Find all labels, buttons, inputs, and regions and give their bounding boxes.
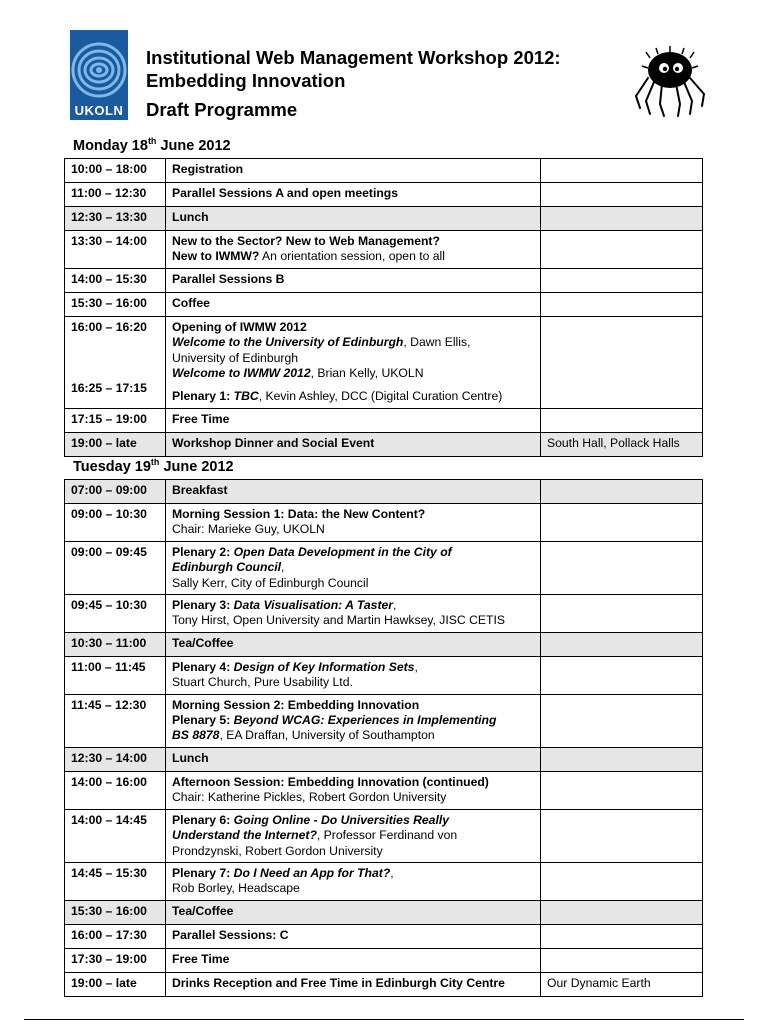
time-cell: 14:45 – 15:30	[65, 862, 166, 900]
table-row	[65, 656, 703, 694]
location-cell	[541, 900, 703, 924]
table-row	[65, 408, 703, 432]
time-cell: 14:00 – 14:45	[65, 809, 166, 862]
session-emph: Understand the Internet?	[172, 828, 317, 843]
location-cell	[541, 207, 703, 231]
table-row	[65, 316, 703, 408]
time-cell: 15:30 – 16:00	[65, 900, 166, 924]
time-cell: 14:00 – 16:00	[65, 771, 166, 809]
session-line	[172, 866, 534, 881]
location-cell	[541, 541, 703, 594]
time-cell: 19:00 – late	[65, 432, 166, 456]
location-cell	[541, 231, 703, 269]
table-row	[65, 862, 703, 900]
location-cell	[541, 862, 703, 900]
time-cell: 07:00 – 09:00	[65, 480, 166, 504]
session-cell: Drinks Reception and Free Time in Edinburgh City Centre	[166, 972, 541, 996]
title-line-1: Institutional Web Management Workshop 2012:	[146, 47, 561, 68]
session-cell	[166, 809, 541, 862]
time-cell: 19:00 – late	[65, 972, 166, 996]
location-cell	[541, 504, 703, 542]
subtitle: Draft Programme	[146, 99, 298, 120]
session-cell: Lunch	[166, 747, 541, 771]
session-text: , EA Draffan, University of Southampton	[219, 728, 435, 743]
session-emph: New to IWMW?	[172, 249, 260, 264]
session-cell	[166, 771, 541, 809]
monday-heading-sup: th	[147, 136, 157, 146]
table-row	[65, 541, 703, 594]
session-title: Morning Session 2: Embedding Innovation	[172, 697, 420, 712]
session-title: Morning Session 1: Data: the New Content?	[172, 507, 426, 521]
location-cell	[541, 656, 703, 694]
session-speaker: Sally Kerr, City of Edinburgh Council	[172, 575, 369, 590]
session-cell	[166, 656, 541, 694]
table-row	[65, 292, 703, 316]
location-cell	[541, 948, 703, 972]
session-cell	[166, 316, 541, 408]
session-cell: Breakfast	[166, 480, 541, 504]
table-row	[65, 268, 703, 292]
time-cell: 09:00 – 10:30	[65, 504, 166, 542]
session-text: , Kevin Ashley, DCC (Digital Curation Centre)	[258, 389, 503, 404]
location-cell	[541, 747, 703, 771]
tuesday-heading-sup: th	[150, 457, 160, 467]
table-row	[65, 924, 703, 948]
session-cell: Free Time	[166, 408, 541, 432]
location-cell	[541, 292, 703, 316]
monday-schedule-table	[64, 158, 703, 457]
table-row	[65, 231, 703, 269]
session-emph: Data Visualisation: A Taster	[233, 598, 394, 613]
monday-heading-text: Monday 18	[73, 137, 148, 154]
session-cell	[166, 541, 541, 594]
session-speaker: Rob Borley, Headscape	[172, 881, 300, 896]
session-text: ,	[393, 598, 397, 613]
session-emph: BS 8878	[172, 728, 220, 743]
session-line	[172, 366, 534, 381]
time-cell: 17:30 – 19:00	[65, 948, 166, 972]
title-line-2: Embedding Innovation	[146, 70, 346, 91]
ukoln-logo	[70, 30, 128, 120]
time-cell: 12:30 – 14:00	[65, 747, 166, 771]
time-cell: 10:30 – 11:00	[65, 632, 166, 656]
table-row	[65, 747, 703, 771]
session-cell: Coffee	[166, 292, 541, 316]
session-text: ,	[414, 659, 418, 674]
session-line	[172, 335, 534, 350]
table-row	[65, 771, 703, 809]
time-cell: 16:00 – 17:30	[65, 924, 166, 948]
table-row	[65, 595, 703, 633]
session-cell	[166, 595, 541, 633]
plenary-label: Plenary 3:	[172, 598, 234, 613]
session-line	[172, 813, 534, 828]
session-title: New to the Sector? New to Web Management?	[172, 234, 440, 248]
session-text: , Dawn Ellis,	[403, 335, 471, 350]
time-cell: 15:30 – 16:00	[65, 292, 166, 316]
session-text: , Professor Ferdinand von	[316, 828, 458, 843]
location-cell	[541, 316, 703, 408]
session-title: Opening of IWMW 2012	[172, 319, 307, 334]
footer-rule	[24, 1019, 744, 1020]
table-row	[65, 432, 703, 456]
table-row	[65, 694, 703, 747]
session-chair: Chair: Marieke Guy, UKOLN	[172, 522, 325, 537]
tuesday-heading-text: Tuesday 19	[73, 458, 151, 475]
session-cell	[166, 862, 541, 900]
tuesday-schedule-table	[64, 479, 703, 997]
spider-icon	[626, 46, 716, 122]
session-cell: Lunch	[166, 207, 541, 231]
plenary-label: Plenary 1:	[172, 389, 234, 404]
location-cell	[541, 408, 703, 432]
location-cell	[541, 632, 703, 656]
time-cell: 12:30 – 13:30	[65, 207, 166, 231]
location-cell: South Hall, Pollack Halls	[541, 432, 703, 456]
plenary-label: Plenary 5:	[172, 713, 234, 728]
time-cell: 10:00 – 18:00	[65, 159, 166, 183]
session-desc	[172, 249, 534, 264]
table-row	[65, 183, 703, 207]
session-text: ,	[281, 560, 285, 575]
table-row	[65, 900, 703, 924]
session-cell: Parallel Sessions B	[166, 268, 541, 292]
session-text: ,	[390, 865, 394, 880]
session-line	[172, 598, 534, 613]
session-speaker: Prondzynski, Robert Gordon University	[172, 843, 383, 858]
tuesday-heading-date: June 2012	[159, 458, 234, 475]
session-cell: Tea/Coffee	[166, 900, 541, 924]
table-row	[65, 632, 703, 656]
time-cell: 13:30 – 14:00	[65, 231, 166, 269]
session-title: Afternoon Session: Embedding Innovation (continued)	[172, 774, 489, 789]
time-cell: 11:00 – 12:30	[65, 183, 166, 207]
time-cell: 11:00 – 11:45	[65, 656, 166, 694]
time-second: 16:25 – 17:15	[71, 381, 147, 396]
logo-text: UKOLN	[74, 103, 124, 118]
time-cell: 09:45 – 10:30	[65, 595, 166, 633]
session-line	[172, 728, 534, 743]
table-row	[65, 504, 703, 542]
monday-heading	[73, 136, 231, 154]
session-cell: Free Time	[166, 948, 541, 972]
session-cell	[166, 694, 541, 747]
table-row	[65, 159, 703, 183]
eye-logo-icon	[70, 30, 128, 102]
location-cell	[541, 159, 703, 183]
session-line	[172, 545, 534, 560]
session-chair: Chair: Katherine Pickles, Robert Gordon University	[172, 790, 447, 805]
location-cell	[541, 268, 703, 292]
plenary-label: Plenary 6:	[172, 812, 234, 827]
session-text: An orientation session, open to all	[259, 249, 445, 264]
location-cell	[541, 924, 703, 948]
session-cell: Workshop Dinner and Social Event	[166, 432, 541, 456]
plenary-label: Plenary 7:	[172, 865, 234, 880]
time-cell: 11:45 – 12:30	[65, 694, 166, 747]
session-emph: Beyond WCAG: Experiences in Implementing	[233, 713, 497, 728]
session-emph: Do I Need an App for That?	[233, 865, 391, 880]
session-cell	[166, 231, 541, 269]
session-emph: Edinburgh Council	[172, 560, 281, 575]
session-emph: Design of Key Information Sets	[233, 659, 415, 674]
location-cell	[541, 809, 703, 862]
session-line	[172, 713, 534, 728]
session-cell	[166, 504, 541, 542]
table-row	[65, 948, 703, 972]
plenary-label: Plenary 2:	[172, 544, 234, 559]
location-cell	[541, 771, 703, 809]
session-line: University of Edinburgh	[172, 350, 298, 365]
table-row	[65, 207, 703, 231]
time-cell: 14:00 – 15:30	[65, 268, 166, 292]
table-row	[65, 480, 703, 504]
monday-heading-date: June 2012	[156, 137, 231, 154]
session-emph: Going Online - Do Universities Really	[233, 812, 450, 827]
time-cell: 09:00 – 09:45	[65, 541, 166, 594]
title-block	[146, 46, 561, 121]
session-text: , Brian Kelly, UKOLN	[310, 366, 424, 381]
session-cell: Tea/Coffee	[166, 632, 541, 656]
session-line	[172, 828, 534, 843]
session-speaker: Tony Hirst, Open University and Martin Hawksey, JISC CETIS	[172, 613, 505, 628]
location-cell	[541, 183, 703, 207]
session-emph: Welcome to the University of Edinburgh	[172, 335, 404, 350]
table-row	[65, 972, 703, 996]
location-cell	[541, 694, 703, 747]
location-cell	[541, 480, 703, 504]
session-cell: Registration	[166, 159, 541, 183]
session-emph: TBC	[233, 389, 259, 404]
session-cell: Parallel Sessions A and open meetings	[166, 183, 541, 207]
tuesday-heading	[73, 457, 234, 475]
session-line	[172, 389, 534, 404]
session-line	[172, 660, 534, 675]
time-start: 16:00 – 16:20	[71, 319, 147, 334]
session-speaker: Stuart Church, Pure Usability Ltd.	[172, 675, 353, 690]
plenary-label: Plenary 4:	[172, 659, 234, 674]
session-line	[172, 560, 534, 575]
time-cell: 17:15 – 19:00	[65, 408, 166, 432]
location-cell	[541, 595, 703, 633]
location-cell: Our Dynamic Earth	[541, 972, 703, 996]
time-cell	[65, 316, 166, 408]
session-cell: Parallel Sessions: C	[166, 924, 541, 948]
session-emph: Open Data Development in the City of	[233, 544, 452, 559]
table-row	[65, 809, 703, 862]
session-emph: Welcome to IWMW 2012	[172, 366, 311, 381]
